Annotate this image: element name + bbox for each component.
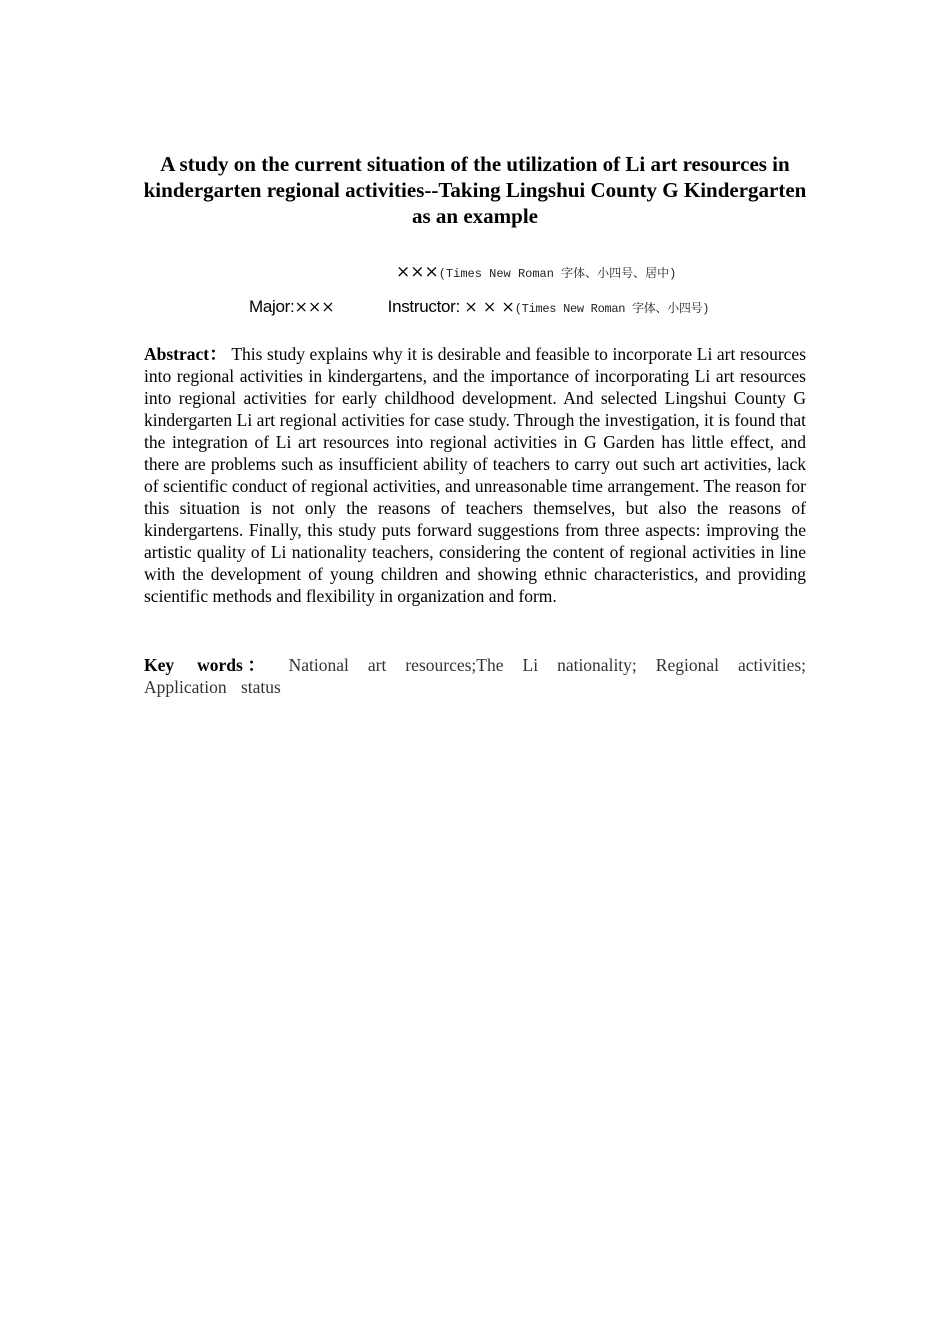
- author-name: ×××: [396, 262, 439, 282]
- instructor-label: Instructor:: [387, 297, 460, 316]
- author-line: [396, 262, 676, 282]
- keywords-paragraph: [144, 654, 806, 698]
- abstract-paragraph: [144, 343, 806, 607]
- abstract-label: Abstract：: [144, 344, 228, 364]
- paper-title: A study on the current situation of the utilization of Li art resources in kindergarten regional activities--Taking Lingshui County G Kindergarten as an example: [143, 152, 807, 228]
- major-value: ×××: [294, 297, 335, 316]
- abstract-text: This study explains why it is desirable and feasible to incorporate Li art resources into regional activities in kindergartens, and the importance of incorporating Li art resources into regional activities for early childhood development. And selected Lingshui County G kindergarten Li art regional activities for case study. Through the investigation, it is found that the integration of Li art resources into regional activities in G Garden has little effect, and there are problems such as insufficient ability of teachers to carry out such art activities, lack of scientific conduct of regional activities, and unreasonable time arrangement. The reason for this situation is not only the reasons of teachers themselves, but also the reasons of kindergartens. Finally, this study puts forward suggestions from three aspects: improving the artistic quality of Li nationality teachers, considering the content of regional activities in line with the development of young children and showing ethnic characteristics, and providing scientific methods and flexibility in organization and form.: [144, 344, 807, 606]
- instructor-value: × × ×: [464, 297, 515, 316]
- keywords-label: Key words：: [144, 655, 270, 675]
- author-format-note: (Times New Roman 字体、小四号、居中): [438, 267, 677, 281]
- major-label: Major:: [249, 297, 295, 316]
- instructor-format-note: (Times New Roman 字体、小四号): [514, 302, 710, 316]
- major-instructor-line: [249, 297, 709, 317]
- keywords-text: National art resources;The Li nationality; Regional activities; Application status: [144, 655, 807, 697]
